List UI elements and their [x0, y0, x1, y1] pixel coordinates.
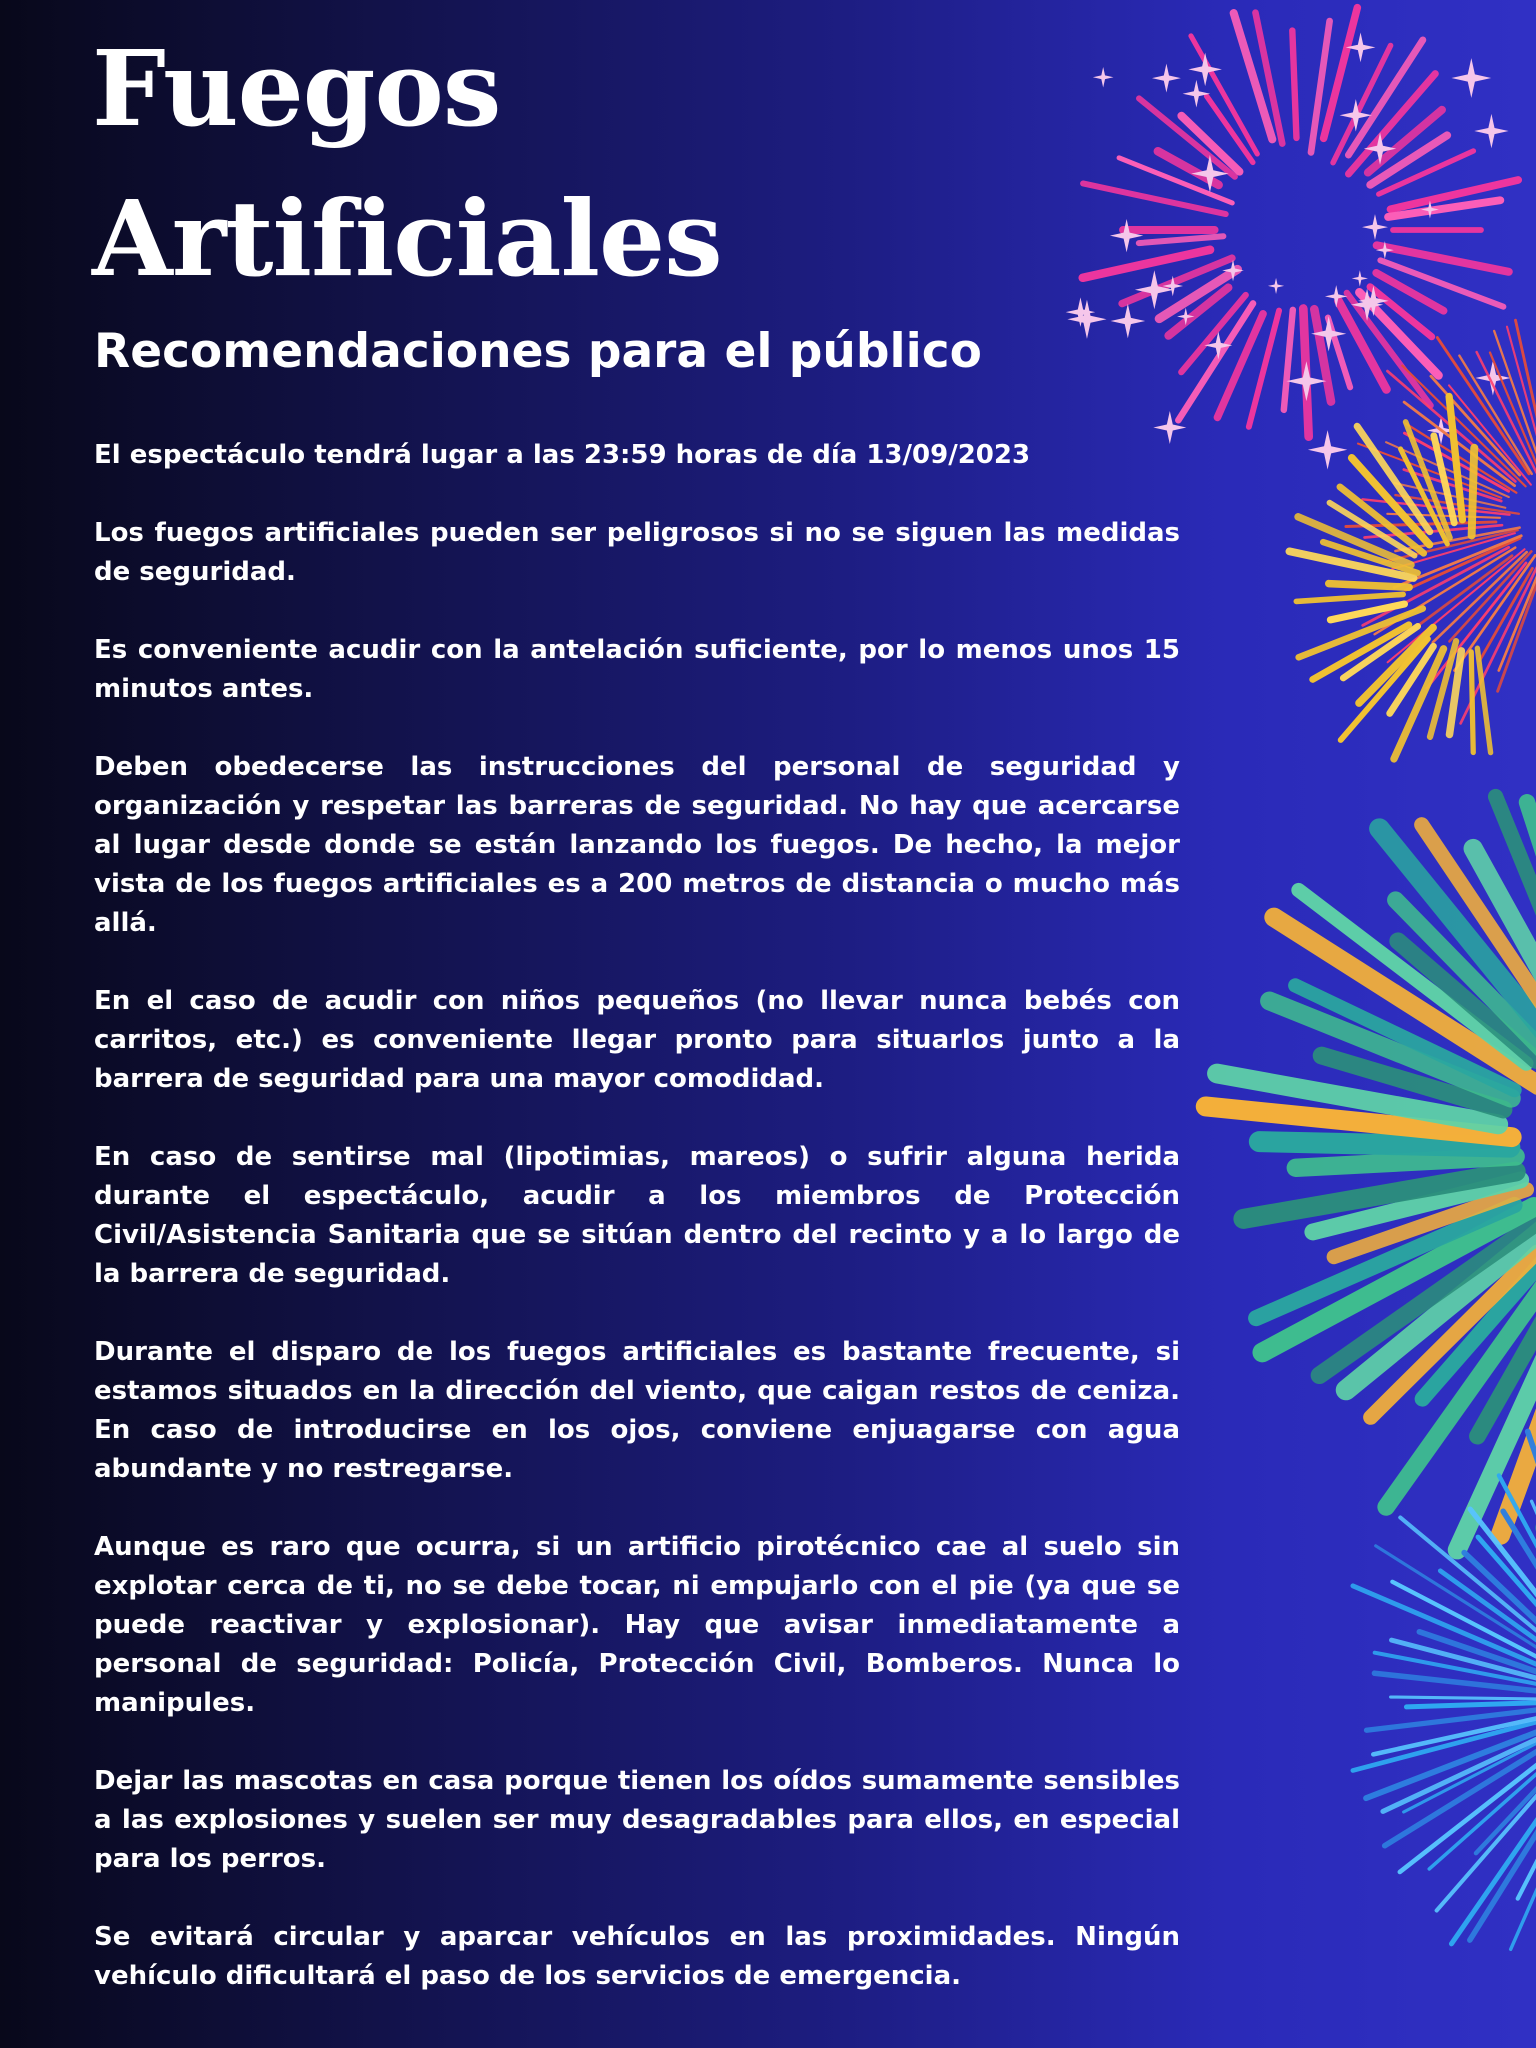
page-subtitle: Recomendaciones para el público [94, 324, 982, 379]
green-firework-icon [1206, 766, 1536, 1562]
title-line-1: Fuegos [92, 27, 501, 150]
paragraph-arrival: Es conveniente acudir con la antelación suficiente, por lo menos unos 15 minutos antes. [94, 635, 1180, 704]
paragraph-vehicles: Se evitará circular y aparcar vehículos en las proximidades. Ningún vehículo dificultará el paso de los servicios de emergencia. [94, 1922, 1180, 1991]
paragraph-unexploded: Aunque es raro que ocurra, si un artificio pirotécnico cae al suelo sin explotar cerca de ti, no se debe tocar, ni empujarlo con el pie (ya que se puede reactivar y explosionar). Hay que avisar inmediatamente a personal de seguridad: Policía, Protección Civil, Bomberos. Nunca lo manipules. [94, 1532, 1180, 1718]
pink-firework-icon [1083, 8, 1518, 437]
sparkle-stars-icon [1066, 0, 1511, 469]
page-title [92, 14, 722, 314]
paragraph-date: El espectáculo tendrá lugar a las 23:59 horas de día 13/09/2023 [94, 440, 1031, 470]
paragraph-instructions: Deben obedecerse las instrucciones del personal de seguridad y organización y respetar las barreras de seguridad. No hay que acercarse al lugar desde donde se están lanzando los fuegos. De hecho, la mejor vista de los fuegos artificiales es a 200 metros de distancia o mucho más allá. [94, 752, 1180, 938]
blue-firework-icon [1353, 1432, 1536, 1950]
yellow-firework-icon [1289, 396, 1490, 758]
paragraph-children: En el caso de acudir con niños pequeños (no llevar nunca bebés con carritos, etc.) es conveniente llegar pronto para situarlos junto a la barrera de seguridad para una mayor comodidad. [94, 986, 1180, 1094]
title-line-2: Artificiales [92, 177, 722, 300]
paragraph-pets: Dejar las mascotas en casa porque tienen los oídos sumamente sensibles a las explosiones y suelen ser muy desagradables para ellos, en especial para los perros. [94, 1766, 1180, 1874]
recommendations-body [94, 436, 1180, 2035]
paragraph-ash: Durante el disparo de los fuegos artificiales es bastante frecuente, si estamos situados en la dirección del viento, que caigan restos de ceniza. En caso de introducirse en los ojos, conviene enjuagarse con agua abundante y no restregarse. [94, 1337, 1180, 1484]
paragraph-health: En caso de sentirse mal (lipotimias, mareos) o sufrir alguna herida durante el espectáculo, acudir a los miembros de Protección Civil/Asistencia Sanitaria que se sitúan dentro del recinto y a lo largo de la barrera de seguridad. [94, 1142, 1180, 1289]
red-firework-icon [1346, 320, 1536, 723]
paragraph-danger: Los fuegos artificiales pueden ser peligrosos si no se siguen las medidas de seguridad. [94, 518, 1180, 587]
